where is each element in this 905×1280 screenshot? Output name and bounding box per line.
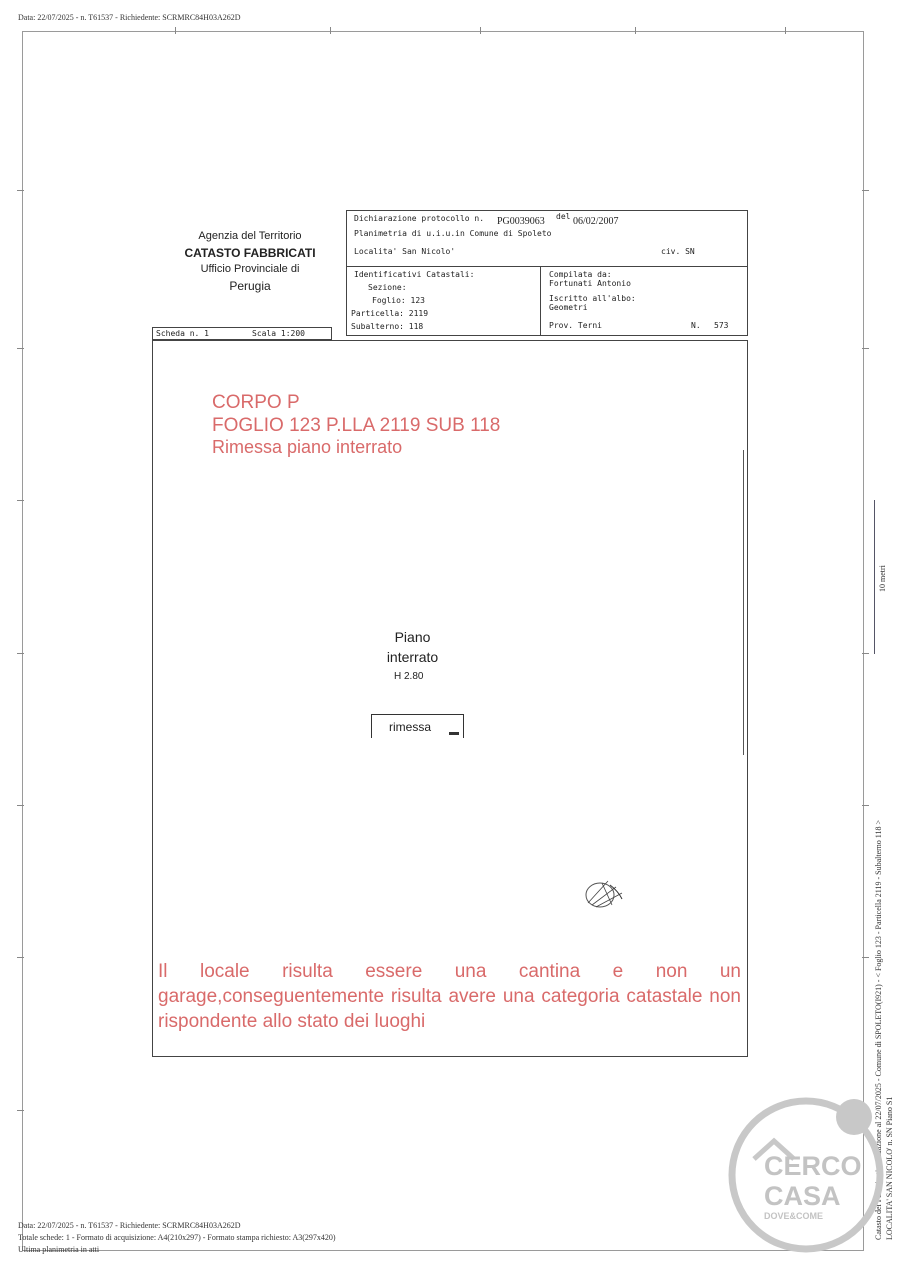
declaration-label: Dichiarazione protocollo n. [354,214,485,223]
note-text: Il locale risulta essere una cantina e non un garage,conseguentemente risulta avere una categoria catastale non rispondente allo stato dei luoghi [158,961,741,1032]
scale-label: Scala 1:200 [252,329,305,338]
particella-label: Particella: 2119 [351,309,429,318]
localita-label: Localita' San Nicolo' [354,247,456,256]
scheda-strip [152,327,332,340]
identifiers-title: Identificativi Catastali: [354,270,475,279]
declaration-box [346,210,748,267]
albo-value: Geometri [549,303,588,312]
identifiers-box [346,266,541,336]
del-label: del [556,212,571,221]
footer-format-info: Totale schede: 1 - Formato di acquisizione: A4(210x297) - Formato stampa richiesto: A3(297x420) [18,1233,336,1242]
catasto-title: CATASTO FABBRICATI [184,246,316,260]
compiler-box [540,266,748,336]
protocol-number: PG0039063 [497,216,545,227]
room-door-mark [449,732,459,735]
office-city: Perugia [229,279,271,293]
civ-label: civ. SN [661,247,695,256]
watermark-casa: CASA [764,1181,841,1211]
compiler-name: Fortunati Antonio [549,279,631,288]
vertical-situation-text: Catasto dei Fabbricati - Situazione al 22/07/2025 - Comune di SPOLETO(I921) - < Foglio 123 - Particella 2119 - Subalterno 118 > [874,820,883,1240]
header-request-info: Data: 22/07/2025 - n. T61537 - Richiedente: SCRMRC84H03A262D [18,13,241,22]
office-label: Ufficio Provinciale di [200,263,300,275]
corpo-label: CORPO P [212,392,300,413]
watermark-logo [726,1095,886,1255]
footer-request-info: Data: 22/07/2025 - n. T61537 - Richiedente: SCRMRC84H03A262D [18,1221,241,1230]
scale-mark-label: 10 metri [878,565,887,592]
vertical-location-text: LOCALITA' SAN NICOLO' n. SN Piano S1 [885,1096,894,1240]
iscritto-label: Iscritto all'albo: [549,294,636,303]
prov-label: Prov. Terni [549,321,602,330]
foglio-label: Foglio: 123 [372,296,425,305]
watermark-tagline: DOVE&COME [764,1211,824,1221]
stamp-icon [582,875,626,913]
agency-name: Agenzia del Territorio [198,230,302,242]
declaration-date: 06/02/2007 [573,216,619,227]
planimetria-label: Planimetria di u.i.u.in Comune di Spoleto [354,229,552,238]
compilata-label: Compilata da: [549,270,612,279]
number-label: N. [691,321,701,330]
watermark-cerco: CERCO [764,1151,862,1181]
scale-bar [874,500,875,654]
subalterno-label: Subalterno: 118 [351,322,424,331]
scheda-number: Scheda n. 1 [156,329,209,338]
plan-edge-line [743,450,744,755]
room-label: rimessa [389,720,432,734]
number-value: 573 [714,321,729,330]
interrato-label: interrato [386,649,439,665]
foglio-line: FOGLIO 123 P.LLA 2119 SUB 118 [212,415,501,436]
room-symbol [371,714,464,738]
rimessa-description: Rimessa piano interrato [212,437,403,457]
footer-status: Ultima planimetria in atti [18,1245,100,1254]
piano-label: Piano [394,629,431,645]
height-label: H 2.80 [394,671,424,682]
sezione-label: Sezione: [368,283,407,292]
